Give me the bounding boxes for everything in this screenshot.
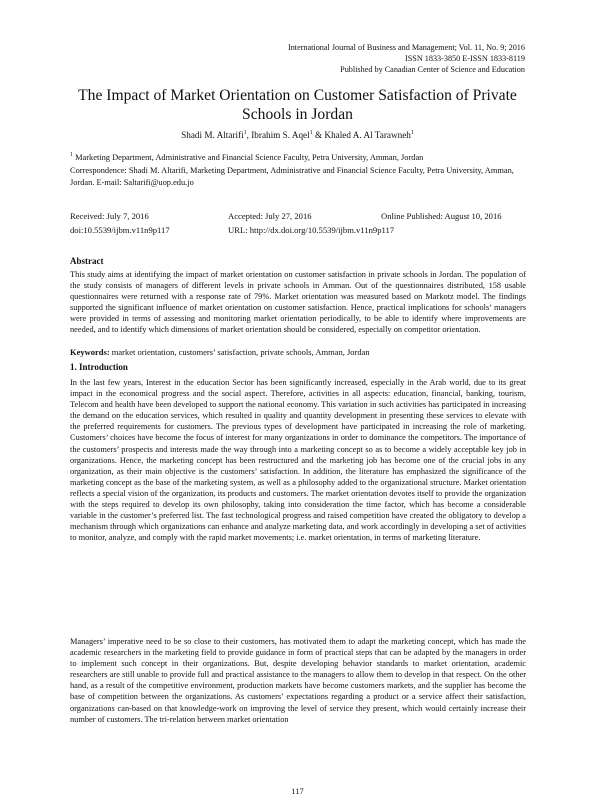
received-date: Received: July 7, 2016 bbox=[70, 211, 149, 221]
author-2-sup: 1 bbox=[309, 130, 313, 136]
author-3: & Khaled A. Al Tarawneh bbox=[312, 130, 411, 141]
abstract-text: This study aims at identifying the impact of market orientation on customer satisfaction in private schools in Jordan. The population of the study consists of managers of different levels in private schools in Amman. Out of the questionnaires distributed, 158 usable questionnaires were returned with a response rate of 79%. Market orientation was measured based on Markotz model. The findings supported the significant influence of market orientation on customer satisfaction. Hence, practical implications for schools’ managers were provided in terms of assessing and monitoring market orientation periodically, to be able to identify where improvements are needed, and to identify which dimensions of market orientation should be considered, especially on competitor orientation. bbox=[70, 270, 526, 335]
affiliation bbox=[70, 150, 525, 163]
accepted-date: Accepted: July 27, 2016 bbox=[228, 211, 312, 221]
keywords bbox=[70, 347, 526, 357]
issn-line: ISSN 1833-3850 E-ISSN 1833-8119 bbox=[404, 54, 525, 63]
intro-paragraph-2: Managers’ imperative need to be so close to their customers, has motivated them to adapt the marketing concept, which has made the academic researchers in the marketing field to provide guidance in form of practical steps that can be adapted by the managers in order to implement such concept in their organizations. But, despite developing behavior standards to market orientation, academic researchers are still unable to provide full and practical assistance to the managers to allow them to develop in that respect. On the other hand, as a result of the competitive environment, production markets have become customers markets, and the supplier has become the base of competition between the organizations. As customers’ expectations regarding a product or a service affect their satisfaction, organizations can-based on that knowledge-work on improving the level of service they present, which would certainly increase their number of customers. The tri-relation between market orientation bbox=[70, 637, 526, 724]
author-list bbox=[60, 130, 535, 140]
online-date: Online Published: August 10, 2016 bbox=[381, 211, 502, 221]
publisher-line: Published by Canadian Center of Science and Education bbox=[340, 65, 525, 74]
doi[interactable]: doi:10.5539/ijbm.v11n9p117 bbox=[70, 225, 170, 235]
keywords-label: Keywords: bbox=[70, 347, 110, 357]
journal-header: International Journal of Business and Management; Vol. 11, No. 9; 2016 bbox=[287, 43, 525, 52]
doi-url[interactable]: URL: http://dx.doi.org/10.5539/ijbm.v11n9p117 bbox=[228, 225, 395, 235]
intro-paragraph-1: In the last few years, Interest in the education Sector has been significantly increased, especially in the Arab world, due to its great impact in the economical progress and the social aspect. Therefore, activities in all aspects: education, financial, banking, tourism, Telecom and health have been developed to support the national economy. This variation in such activities has participated in increasing the demand on the education services, which resulted in quality and quantity development in presenting these services to elevate with the preferred requirements for customers. The previous types of development have participated in increasing the role of marketing. Customers’ choices have become the focus of interest for many organizations in order to dominance the competitors. The importance of the customers’ prospects and interests made the way through into a marketing concept so as to become a widely acceptable key job in organizations. Hence, the marketing concept has been restructured and the marketing job has become one of the crucial jobs in any organization, as their main objective is the customers’ satisfaction. In addition, the literature has emphasized the significance of the marketing concept as the base of the marketing system, as well as a philosophy added to the organizational structure. Market orientation reflects a special vision of the organization, its products and customers. The market orientation devotes itself to provide the organization with the steps required to develop its own philosophy, taking into consideration the time factor, which has become a considerable variable in the customer’s preferred list. The fast technological progress and raised competition have created the obligatory to develop a mechanism through which organizations can enhance and analyze marketing data, and work accordingly in developing a set of activities to monitor, analyze, and comply with the rapid market movements; i.e. market orientation, in terms of marketing literature. bbox=[70, 378, 526, 543]
paper-title: The Impact of Market Orientation on Customer Satisfaction of Private Schools in Jordan bbox=[78, 87, 517, 123]
correspondence: Correspondence: Shadi M. Altarifi, Marketing Department, Administrative and Financial Science Faculty, Petra University, Amman, Jordan. E-mail: Saltarifi@uop.edu.jo bbox=[70, 166, 514, 187]
author-1: Shadi M. Altarifi bbox=[181, 130, 244, 141]
author-3-sup: 1 bbox=[410, 130, 414, 136]
affiliation-text: Marketing Department, Administrative and Financial Science Faculty, Petra University, Amman, Jordan bbox=[73, 152, 424, 162]
abstract-heading: Abstract bbox=[70, 256, 104, 266]
page-number: 117 bbox=[291, 786, 304, 796]
author-2: , Ibrahim S. Aqel bbox=[246, 130, 310, 141]
author-1-sup: 1 bbox=[243, 130, 247, 136]
introduction-heading: 1. Introduction bbox=[70, 362, 128, 372]
keywords-text: market orientation, customers’ satisfaction, private schools, Amman, Jordan bbox=[109, 347, 370, 357]
affiliation-sup: 1 bbox=[70, 152, 73, 158]
